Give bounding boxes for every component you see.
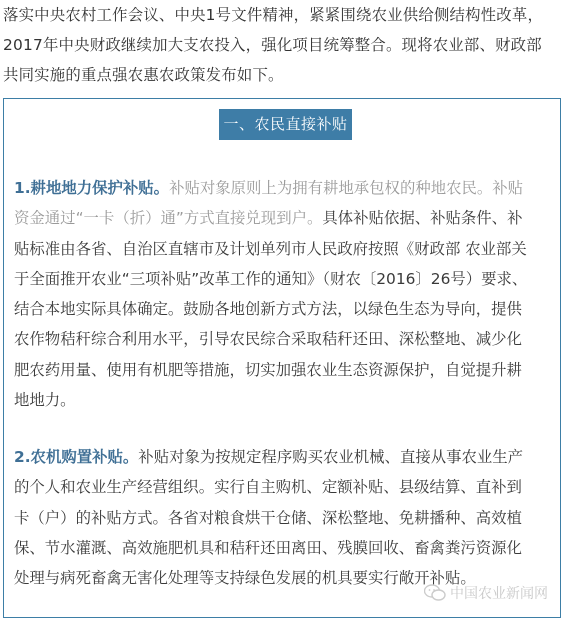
wechat-icon bbox=[424, 584, 446, 602]
policy-heading: 2.农机购置补贴。 bbox=[14, 448, 139, 466]
policy-heading: 1.耕地地力保护补贴。 bbox=[14, 179, 170, 197]
policy-line: 肥农药用量、使用有机肥等措施，切实加强农业生态资源保护，自觉提升耕 bbox=[14, 360, 522, 379]
policy-line: 地地力。 bbox=[14, 391, 76, 410]
section-title: 一、农民直接补贴 bbox=[219, 109, 352, 140]
policy-text: 具体补贴依据、补贴条件、补 bbox=[322, 209, 523, 228]
policy-line: 的个人和农业生产经营组织。实行自主购机、定额补贴、县级结算、直补到 bbox=[14, 478, 522, 497]
policy-item-farmland-subsidy bbox=[14, 173, 554, 415]
policy-line: 农作物秸秆综合利用水平，引导农民综合采取秸秆还田、深松整地、减少化 bbox=[14, 330, 522, 349]
policy-line: 保、节水灌溉、高效施肥机具和秸秆还田离田、残膜回收、畜禽粪污资源化 bbox=[14, 538, 522, 557]
policy-text: 资金通过“一卡（折）通”方式直接兑现到户。 bbox=[14, 209, 323, 228]
policy-line bbox=[14, 173, 554, 203]
intro-line-2: 2017年中央财政继续加大支农投入，强化项目统筹整合。现将农业部、财政部 bbox=[3, 36, 542, 54]
intro-line-3: 共同实施的重点强农惠农政策发布如下。 bbox=[3, 66, 284, 84]
policy-panel bbox=[3, 98, 561, 618]
policy-line: 贴标准由各省、自治区直辖市及计划单列市人民政府按照《财政部 农业部关 bbox=[14, 239, 527, 258]
policy-text: 补贴对象原则上为拥有耕地承包权的种地农民。补贴 bbox=[169, 179, 524, 197]
intro-paragraph bbox=[3, 0, 565, 90]
policy-text: 补贴对象为按规定程序购买农业机械、直接从事农业生产 bbox=[138, 448, 524, 466]
policy-line bbox=[14, 442, 554, 472]
policy-line: 于全面推开农业“三项补贴”改革工作的通知》（财农〔2016〕26号）要求、 bbox=[14, 269, 528, 288]
policy-item-machinery-subsidy bbox=[14, 442, 554, 593]
policy-line: 结合本地实际具体确定。鼓励各地创新方式方法，以绿色生态为导向，提供 bbox=[14, 300, 522, 319]
intro-line-1: 落实中央农村工作会议、中央1号文件精神，紧紧围绕农业供给侧结构性改革， bbox=[3, 6, 544, 24]
policy-line: 卡（户）的补贴方式。各省对粮食烘干仓储、深松整地、免耕播种、高效植 bbox=[14, 508, 522, 527]
policy-line: 处理与病死畜禽无害化处理等支持绿色发展的机具要实行敞开补贴。 bbox=[14, 569, 476, 588]
watermark-text: 中国农业新闻网 bbox=[450, 586, 548, 602]
watermark bbox=[424, 583, 548, 603]
policy-line bbox=[14, 203, 554, 233]
